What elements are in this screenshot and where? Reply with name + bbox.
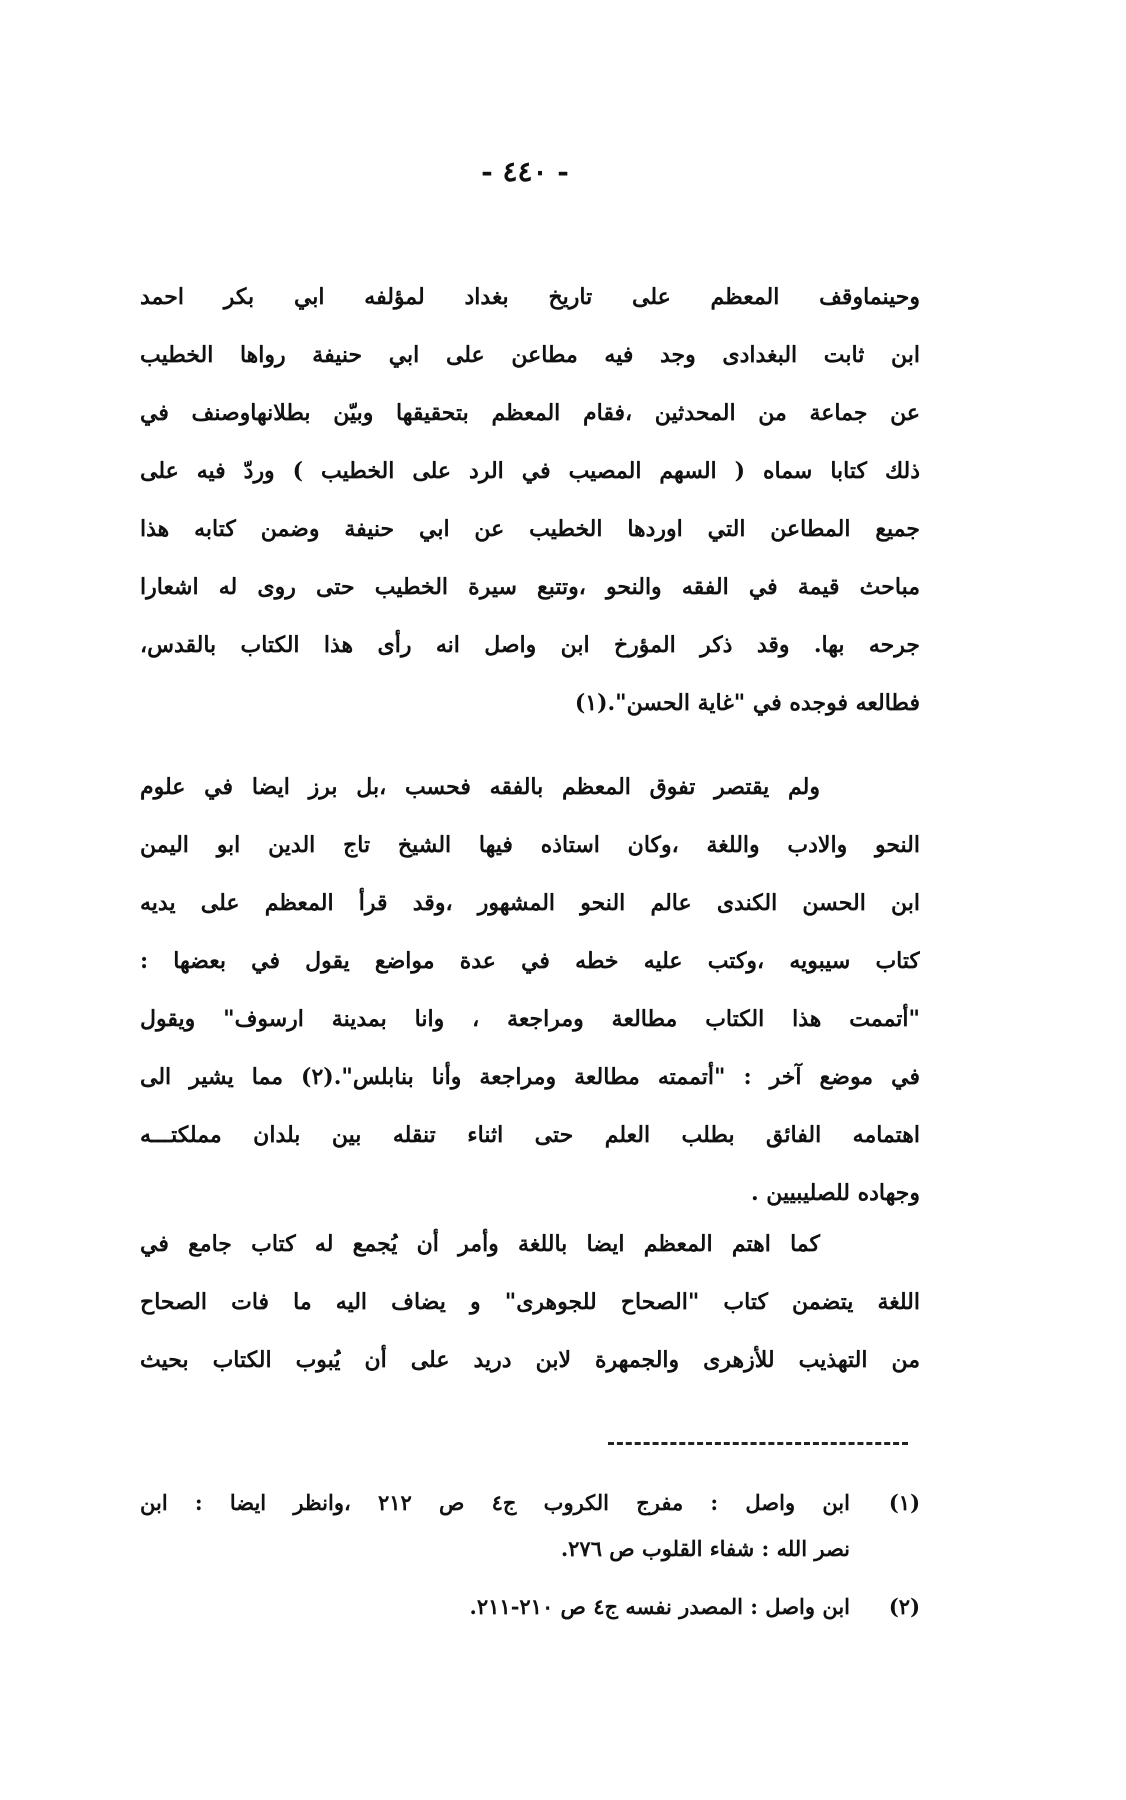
text-line: اهتمامه الفائق بطلب العلم حتى اثناء تنقله بين بلدان مملكتـــه [140, 1122, 920, 1148]
text-line: جميع المطاعن التي اوردها الخطيب عن ابي حنيفة وضمن كتابه هذا [140, 516, 920, 542]
footnotes [140, 1480, 920, 1630]
text-line: ابن الحسن الكندى عالم النحو المشهور ،وقد قرأ المعظم على يديه [140, 890, 920, 916]
footnote-number: (١) [888, 1490, 920, 1515]
text-line: ولم يقتصر تفوق المعظم بالفقه فحسب ،بل برز ايضا في علوم [140, 774, 820, 800]
footnote-text [140, 1584, 850, 1630]
text-line: في موضع آخر : "أتممته مطالعة ومراجعة وأنا بنابلس".(٢) مما يشير الى [140, 1064, 920, 1090]
text-line: اللغة يتضمن كتاب "الصحاح للجوهرى" و يضاف اليه ما فات الصحاح [140, 1289, 920, 1315]
text-line: النحو والادب واللغة ،وكان استاذه فيها الشيخ تاج الدين ابو اليمن [140, 832, 920, 858]
text-line: مباحث قيمة في الفقه والنحو ،وتتبع سيرة الخطيب حتى روى له اشعارا [140, 574, 920, 600]
footnote-line: ابن واصل : مفرج الكروب ج٤ ص ٢١٢ ،وانظر ايضا : ابن [140, 1490, 850, 1515]
text-line: ابن ثابت البغدادى وجد فيه مطاعن على ابي حنيفة رواها الخطيب [140, 342, 920, 368]
paragraph-3 [140, 1215, 920, 1389]
footnote-text [140, 1526, 920, 1572]
text-line: "أتممت هذا الكتاب مطالعة ومراجعة ، وانا بمدينة ارسوف" ويقول [140, 1006, 920, 1032]
paragraph-1 [140, 268, 920, 732]
text-line: كما اهتم المعظم ايضا باللغة وأمر أن يُجمع له كتاب جامع في [140, 1231, 820, 1257]
text-line: وجهاده للصليبيين . [750, 1180, 920, 1206]
footnote-line: نصر الله : شفاء القلوب ص ٢٧٦. [560, 1536, 850, 1561]
text-line: ذلك كتابا سماه ( السهم المصيب في الرد على الخطيب ) وردّ فيه على [140, 458, 920, 484]
footnote-separator [608, 1442, 908, 1445]
footnote-1 [140, 1480, 920, 1526]
footnote-gap [140, 1572, 920, 1584]
text-line: من التهذيب للأزهرى والجمهرة لابن دريد على أن يُبوب الكتاب بحيث [140, 1347, 920, 1373]
page-number: - ٤٤٠ - [481, 155, 569, 188]
text-line: جرحه بها. وقد ذكر المؤرخ ابن واصل انه رأى هذا الكتاب بالقدس، [140, 632, 920, 658]
footnote-text [140, 1480, 850, 1526]
footnote-1-continuation [140, 1526, 920, 1572]
footnote-line: ابن واصل : المصدر نفسه ج٤ ص ٢١٠-٢١١. [469, 1594, 850, 1619]
text-line: عن جماعة من المحدثين ،فقام المعظم بتحقيقها وبيّن بطلانهاوصنف في [140, 400, 920, 426]
text-line: كتاب سيبويه ،وكتب عليه خطه في عدة مواضع يقول في بعضها : [140, 948, 920, 974]
footnote-2 [140, 1584, 920, 1630]
text-line: وحينماوقف المعظم على تاريخ بغداد لمؤلفه ابي بكر احمد [140, 284, 920, 310]
text-line: فطالعه فوجده في "غاية الحسن".(١) [574, 690, 920, 716]
footnote-number: (٢) [888, 1594, 920, 1619]
paragraph-2 [140, 758, 920, 1222]
